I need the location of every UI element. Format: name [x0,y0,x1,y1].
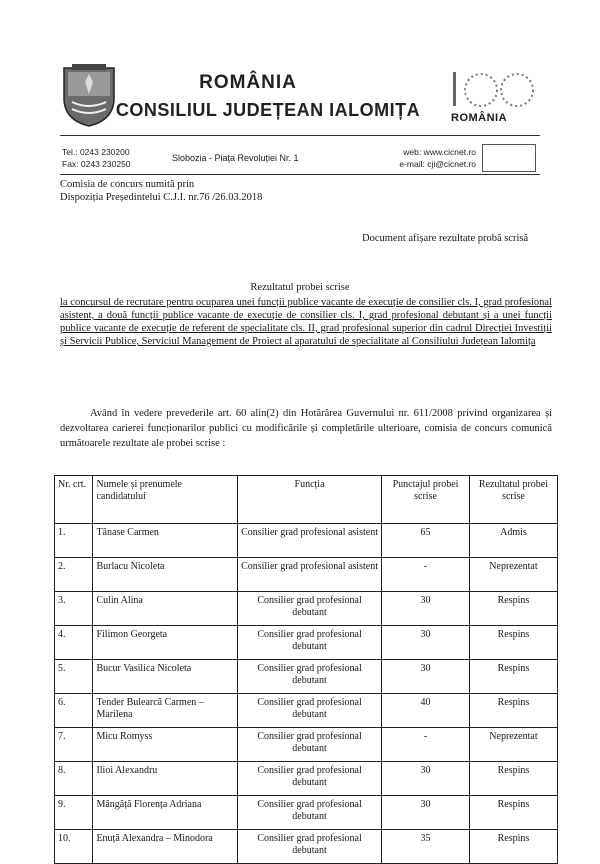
header-result: Rezultatul probei scrise [469,476,557,524]
cell-nr: 5. [55,660,93,694]
table-row [55,660,558,694]
cell-result: Respins [469,626,557,660]
email: e-mail: cji@cicnet.ro [399,159,476,169]
cell-function: Consilier grad profesional debutant [237,592,381,626]
document-type: Document afișare rezultate probă scrisă [362,233,529,244]
cell-name: Filimon Georgeta [93,626,237,660]
cell-name: Burlacu Nicoleta [93,558,237,592]
cell-result: Admis [469,524,557,558]
header-score: Punctajul probei scrise [382,476,470,524]
cell-function: Consilier grad profesional debutant [237,694,381,728]
table-row [55,558,558,592]
contact-web [348,146,476,170]
cell-nr: 6. [55,694,93,728]
table-row [55,796,558,830]
contact-phone [62,146,131,170]
cell-function: Consilier grad profesional debutant [237,796,381,830]
table-row [55,524,558,558]
institution-heading: CONSILIUL JUDEȚEAN IALOMIȚA [115,100,421,120]
cell-function: Consilier grad profesional debutant [237,660,381,694]
cell-nr: 3. [55,592,93,626]
cell-score: 30 [382,762,470,796]
cell-name: Bucur Vasilica Nicoleta [93,660,237,694]
cell-name: Culin Alina [93,592,237,626]
cell-name: Enuță Alexandra – Minodora [93,830,237,864]
cell-function: Consilier grad profesional debutant [237,626,381,660]
website: web: www.cicnet.ro [403,147,476,157]
header-rule [60,135,540,136]
cell-score: 40 [382,694,470,728]
cell-name: Micu Romyss [93,728,237,762]
table-row [55,728,558,762]
cell-score: 30 [382,660,470,694]
cell-score: 30 [382,626,470,660]
cell-result: Neprezentat [469,728,557,762]
header-function: Funcția [237,476,381,524]
cell-score: 30 [382,796,470,830]
table-row [55,694,558,728]
cell-result: Respins [469,592,557,626]
cell-nr: 9. [55,796,93,830]
commission-line-2: Dispoziția Președintelui C.J.I. nr.76 /26.03.2018 [60,192,263,203]
contact-rule [60,174,540,175]
commission-line-1: Comisia de concurs numită prin [60,179,195,190]
country-heading: ROMÂNIA [199,72,297,93]
results-table [54,475,558,864]
cell-nr: 8. [55,762,93,796]
table-row [55,592,558,626]
address: Slobozia - Piața Revoluției Nr. 1 [172,153,299,163]
cell-result: Respins [469,694,557,728]
cell-nr: 10. [55,830,93,864]
cell-name: Tender Bulearcă Carmen – Marilena [93,694,237,728]
competition-subject: la concursul de recrutare pentru ocuparea unei funcții publice vacante de execuție de consilier cls. I, grad profesional asistent, a două funcții publice vacante de execuție de consilier cls. I, grad profesional debutant și a unei funcții publice vacante de execuție de referent de specialitate cls. II, grad profesional superior din cadrul Direcției Investiții și Servicii Publice, Serviciul Management de Proiect al aparatului de specialitate al Consiliului Județean Ialomița [60,297,552,347]
cell-result: Neprezentat [469,558,557,592]
cell-function: Consilier grad profesional asistent [237,524,381,558]
cell-function: Consilier grad profesional debutant [237,762,381,796]
table-row [55,626,558,660]
cell-function: Consilier grad profesional debutant [237,830,381,864]
header-nr: Nr. crt. [55,476,93,524]
cell-result: Respins [469,762,557,796]
cell-name: Mângâță Florența Adriana [93,796,237,830]
cell-score: 30 [382,592,470,626]
table-header-row [55,476,558,524]
cell-result: Respins [469,660,557,694]
centenary-100-icon [445,66,545,114]
cell-nr: 7. [55,728,93,762]
certification-seal-icon [482,144,536,172]
cell-nr: 1. [55,524,93,558]
cell-nr: 2. [55,558,93,592]
legal-paragraph: Având în vedere prevederile art. 60 alin(2) din Hotărârea Guvernului nr. 611/2008 privind organizarea și dezvoltarea carierei funcționarilor publici cu modificările și completările ulterioare, comisia de concurs comunică următoarele rezultate ale probei scrise : [60,408,552,449]
cell-result: Respins [469,830,557,864]
cell-function: Consilier grad profesional asistent [237,558,381,592]
header-name: Numele și prenumele candidatului [93,476,237,524]
cell-score: - [382,558,470,592]
results-title: Rezultatul probei scrise [250,282,350,293]
centenary-logo [445,66,545,130]
fax-number: Fax: 0243 230250 [62,159,131,169]
cell-function: Consilier grad profesional debutant [237,728,381,762]
cell-score: 35 [382,830,470,864]
phone-number: Tel.: 0243 230200 [62,147,130,157]
cell-result: Respins [469,796,557,830]
cell-name: Tănase Carmen [93,524,237,558]
cell-nr: 4. [55,626,93,660]
cell-score: - [382,728,470,762]
table-row [55,762,558,796]
cell-name: Ilioi Alexandru [93,762,237,796]
cell-score: 65 [382,524,470,558]
centenary-text: ROMÂNIA [451,112,508,124]
